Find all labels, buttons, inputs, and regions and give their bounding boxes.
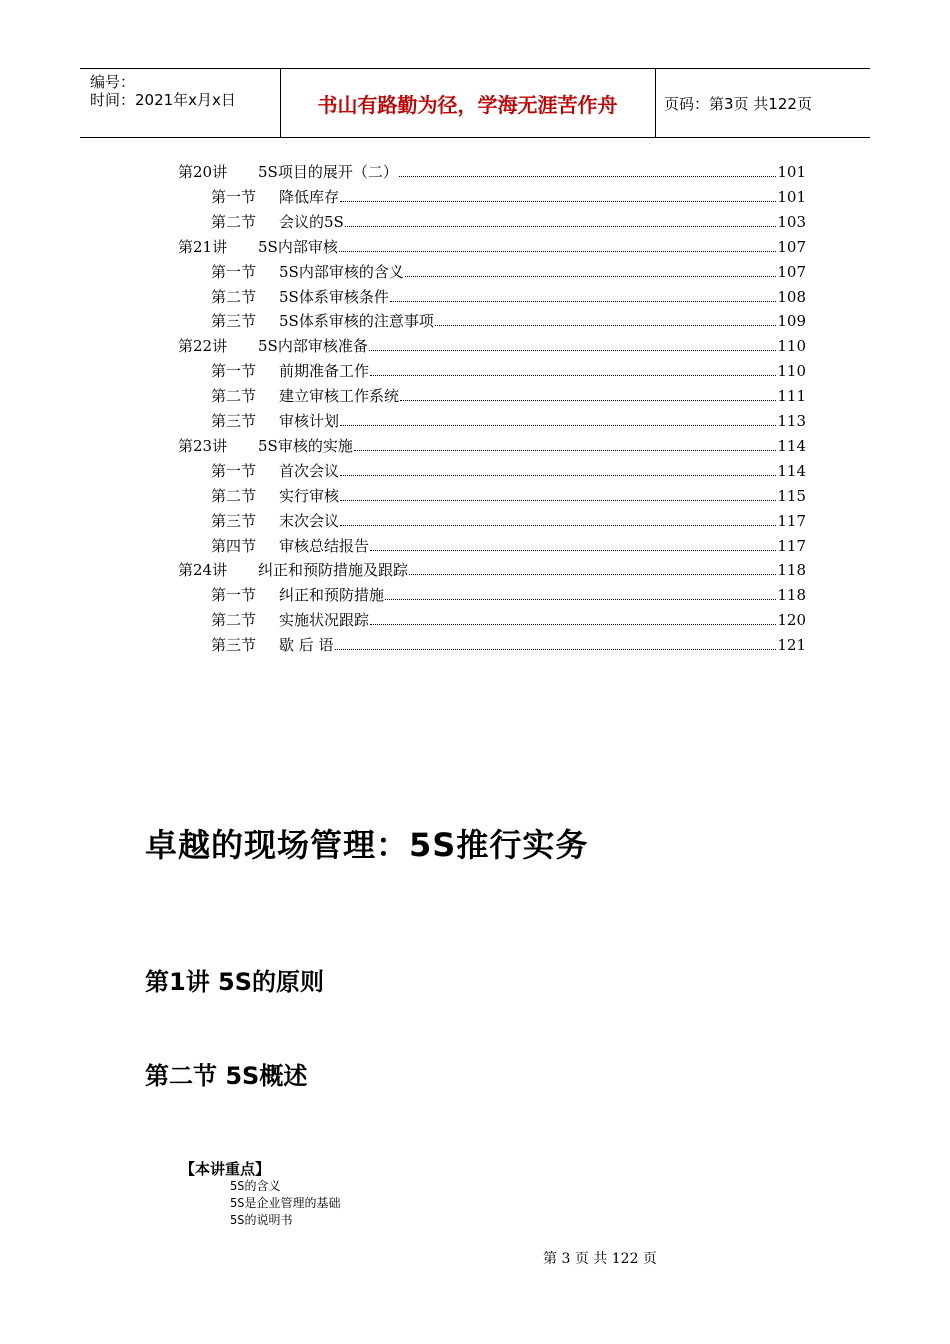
toc-entry-title: 5S项目的展开（二） xyxy=(258,163,398,181)
toc-entry[interactable] xyxy=(211,484,806,506)
toc-leader-dots xyxy=(345,226,777,227)
toc-leader-dots xyxy=(340,525,776,526)
lecture-title: 第1讲 5S的原则 xyxy=(145,968,325,996)
toc-leader-dots xyxy=(369,350,777,351)
toc-leader-dots xyxy=(340,500,776,501)
toc-entry[interactable] xyxy=(178,160,806,182)
toc-entry[interactable] xyxy=(211,185,806,207)
toc-entry-title: 首次会议 xyxy=(279,461,340,480)
toc-entry[interactable] xyxy=(178,334,806,356)
toc-entry-page: 120 xyxy=(777,611,806,630)
toc-entry-title: 实行审核 xyxy=(279,486,340,505)
toc-entry-number: 第二节 xyxy=(211,486,257,505)
toc-entry-number: 第20讲 xyxy=(178,163,228,181)
toc-entry-number: 第一节 xyxy=(211,586,257,605)
toc-entry-title: 前期准备工作 xyxy=(279,362,370,381)
toc-entry-number: 第三节 xyxy=(211,511,257,530)
toc-entry-title: 会议的5S xyxy=(279,212,344,231)
toc-entry[interactable] xyxy=(211,260,806,282)
toc-entry-title: 纠正和预防措施及跟踪 xyxy=(258,561,409,580)
toc-entry-page: 110 xyxy=(777,362,806,381)
keypoint-item: 5S的说明书 xyxy=(230,1213,293,1227)
toc-entry-title: 实施状况跟踪 xyxy=(279,611,370,630)
header-motto: 书山有路勤为径，学海无涯苦作舟 xyxy=(317,92,618,117)
toc-entry-page: 108 xyxy=(777,287,806,306)
toc-entry[interactable] xyxy=(178,235,806,257)
toc-entry-title: 歇 后 语 xyxy=(279,636,334,655)
header-time-label: 时间：2021年x月x日 xyxy=(90,91,236,109)
toc-entry-page: 117 xyxy=(777,511,806,530)
toc-entry-number: 第21讲 xyxy=(178,237,228,256)
toc-entry[interactable] xyxy=(211,359,806,381)
toc-entry-page: 109 xyxy=(777,312,806,331)
toc-leader-dots xyxy=(399,176,777,177)
toc-entry-page: 111 xyxy=(777,387,806,406)
toc-leader-dots xyxy=(370,550,776,551)
toc-entry[interactable] xyxy=(178,558,806,580)
toc-entry-title: 5S内部审核准备 xyxy=(258,337,368,356)
section-title: 第二节 5S概述 xyxy=(145,1062,308,1090)
toc-entry-page: 107 xyxy=(777,262,806,281)
toc-entry-page: 121 xyxy=(777,636,806,655)
toc-entry[interactable] xyxy=(211,210,806,232)
toc-entry[interactable] xyxy=(211,459,806,481)
toc-entry-page: 101 xyxy=(777,187,806,206)
toc-leader-dots xyxy=(409,574,776,575)
toc-entry-title: 末次会议 xyxy=(279,511,340,530)
toc-entry-title: 建立审核工作系统 xyxy=(279,387,400,406)
header-meta xyxy=(80,69,280,137)
toc-entry[interactable] xyxy=(211,285,806,307)
keypoints-label: 【本讲重点】 xyxy=(180,1160,271,1178)
toc-entry-number: 第二节 xyxy=(211,611,257,630)
toc-leader-dots xyxy=(339,251,777,252)
toc-entry-title: 审核计划 xyxy=(279,412,340,430)
toc-entry-title: 5S审核的实施 xyxy=(258,436,353,455)
toc-entry-number: 第一节 xyxy=(211,461,257,480)
toc-leader-dots xyxy=(405,276,777,277)
toc-leader-dots xyxy=(354,450,777,451)
toc-entry-number: 第三节 xyxy=(211,636,257,655)
header-number-label: 编号： xyxy=(90,73,136,91)
toc-leader-dots xyxy=(400,400,776,401)
toc-entry-number: 第22讲 xyxy=(178,337,228,356)
toc-leader-dots xyxy=(390,301,777,302)
toc-entry-page: 114 xyxy=(777,461,806,480)
keypoint-item: 5S是企业管理的基础 xyxy=(230,1196,341,1210)
toc-leader-dots xyxy=(370,375,776,376)
toc-entry-title: 5S体系审核条件 xyxy=(279,287,389,306)
toc-entry-page: 101 xyxy=(777,163,806,181)
toc-entry[interactable] xyxy=(211,409,806,431)
toc-entry-page: 117 xyxy=(777,536,806,555)
toc-entry-number: 第23讲 xyxy=(178,436,228,455)
toc-leader-dots xyxy=(335,649,777,650)
toc-entry-page: 114 xyxy=(777,436,806,455)
toc-entry-number: 第四节 xyxy=(211,536,257,555)
toc-entry[interactable] xyxy=(211,384,806,406)
toc-entry[interactable] xyxy=(211,309,806,331)
toc-entry-page: 110 xyxy=(777,337,806,356)
toc-leader-dots xyxy=(340,201,776,202)
toc-leader-dots xyxy=(340,425,776,426)
toc-entry-number: 第二节 xyxy=(211,212,257,231)
toc-entry-number: 第三节 xyxy=(211,412,257,430)
toc-leader-dots xyxy=(435,325,777,326)
toc-entry-page: 107 xyxy=(777,237,806,256)
footer-page-number: 第 3 页 共 122 页 xyxy=(543,1251,657,1267)
page-footer xyxy=(0,1248,950,1268)
toc-entry-title: 审核总结报告 xyxy=(279,536,370,555)
toc-entry[interactable] xyxy=(211,633,806,655)
header-page-info: 页码：第3页 共122页 xyxy=(664,94,812,113)
toc-entry-number: 第二节 xyxy=(211,287,257,306)
toc-leader-dots xyxy=(340,475,776,476)
toc-entry-number: 第三节 xyxy=(211,312,257,331)
toc-entry[interactable] xyxy=(178,434,806,456)
toc-entry[interactable] xyxy=(211,509,806,531)
toc-entry-number: 第24讲 xyxy=(178,561,228,580)
keypoint-item: 5S的含义 xyxy=(230,1179,281,1193)
toc-entry-page: 113 xyxy=(777,412,806,430)
toc-entry-number: 第一节 xyxy=(211,362,257,381)
toc-entry[interactable] xyxy=(211,583,806,605)
toc-entry-number: 第一节 xyxy=(211,187,257,206)
toc-entry-page: 118 xyxy=(777,586,806,605)
toc-entry-page: 115 xyxy=(777,486,806,505)
toc-leader-dots xyxy=(385,599,776,600)
toc-entry-page: 103 xyxy=(777,212,806,231)
toc-entry-title: 降低库存 xyxy=(279,187,340,206)
toc-entry-title: 5S内部审核的含义 xyxy=(279,262,404,281)
toc-leader-dots xyxy=(370,624,776,625)
toc-entry-page: 118 xyxy=(777,561,806,580)
toc-entry-title: 5S体系审核的注意事项 xyxy=(279,312,434,331)
toc-entry[interactable] xyxy=(211,534,806,556)
toc-entry-title: 5S内部审核 xyxy=(258,237,338,256)
toc-entry-number: 第二节 xyxy=(211,387,257,406)
toc-entry-number: 第一节 xyxy=(211,262,257,281)
toc-entry[interactable] xyxy=(211,608,806,630)
document-title: 卓越的现场管理：5S推行实务 xyxy=(145,826,589,864)
toc-entry-title: 纠正和预防措施 xyxy=(279,586,385,605)
page-header xyxy=(80,68,870,138)
